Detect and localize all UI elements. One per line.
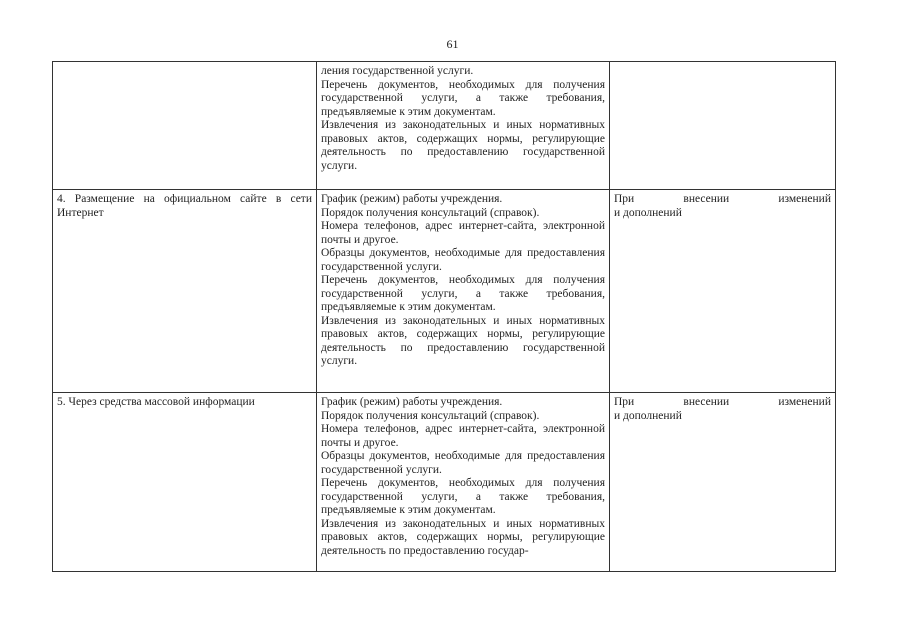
content-item: ления государственной услуги. xyxy=(321,65,474,77)
table-row xyxy=(53,393,836,572)
content-item: Перечень документов, необходимых для получения государственной услуги, а также требования, предъявляемые к этим документам. xyxy=(321,274,605,313)
content-item: Образцы документов, необходимые для предоставления государственной услуги. xyxy=(321,450,605,476)
page-number: 61 xyxy=(446,37,459,51)
content-item: Извлечения из законодательных и иных нормативных правовых актов, содержащих нормы, регулирующие деятельность по предоставлению государ- xyxy=(321,517,605,557)
timing-cell xyxy=(610,393,836,572)
method-cell: 5. Через средства массовой информации xyxy=(53,393,317,572)
content-item: Номера телефонов, адрес интернет-сайта, электронной почты и другое. xyxy=(321,423,605,449)
content-cell xyxy=(317,190,610,393)
information-table xyxy=(52,61,836,572)
timing-line: и дополнений xyxy=(614,409,682,422)
timing-line: и дополнений xyxy=(614,206,682,219)
content-item: График (режим) работы учреждения. xyxy=(321,396,503,408)
content-cell xyxy=(317,393,610,572)
content-item: График (режим) работы учреждения. xyxy=(321,193,503,205)
content-item: Образцы документов, необходимые для предоставления государственной услуги. xyxy=(321,247,605,273)
method-cell xyxy=(53,62,317,190)
table-row xyxy=(53,190,836,393)
content-item: Номера телефонов, адрес интернет-сайта, электронной почты и другое. xyxy=(321,220,605,246)
content-item: Перечень документов, необходимых для получения государственной услуги, а также требования, предъявляемые к этим документам. xyxy=(321,78,605,118)
content-item: Перечень документов, необходимых для получения государственной услуги, а также требования, предъявляемые к этим документам. xyxy=(321,477,605,516)
timing-cell xyxy=(610,190,836,393)
table-row xyxy=(53,62,836,190)
content-item: Порядок получения консультаций (справок). xyxy=(321,409,540,422)
timing-cell xyxy=(610,62,836,190)
content-item: Порядок получения консультаций (справок). xyxy=(321,206,540,219)
timing-line: При внесении изменений xyxy=(614,193,831,205)
content-item: Извлечения из законодательных и иных нормативных правовых актов, содержащих нормы, регулирующие деятельность по предоставлению государственной услуги. xyxy=(321,314,605,367)
content-cell xyxy=(317,62,610,190)
method-cell: 4. Размещение на официальном сайте в сети Интернет xyxy=(53,190,317,393)
timing-line: При внесении изменений xyxy=(614,396,831,408)
content-item: Извлечения из законодательных и иных нормативных правовых актов, содержащих нормы, регулирующие деятельность по предоставлению государственной услуги. xyxy=(321,119,605,172)
